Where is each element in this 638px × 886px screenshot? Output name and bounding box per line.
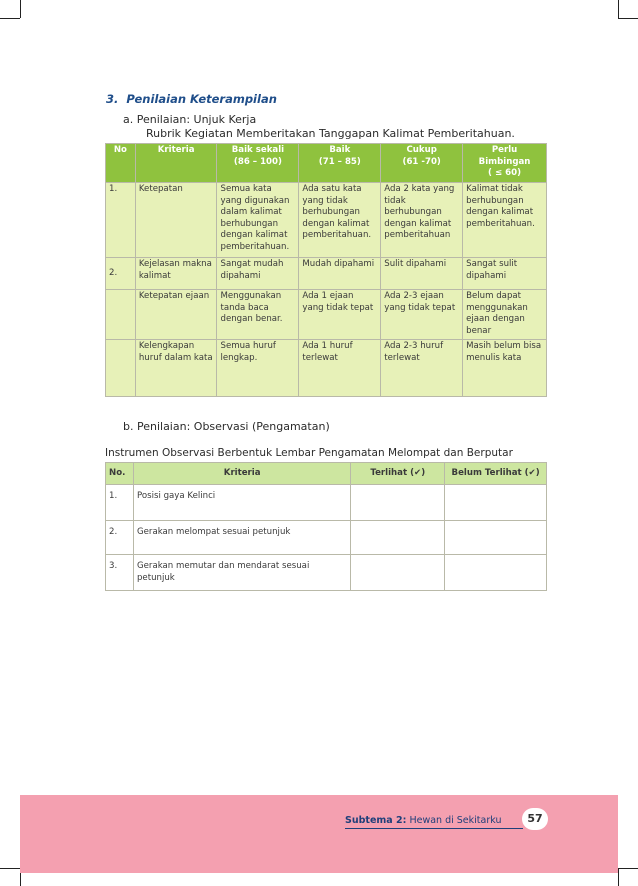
row-perlu: Sangat sulit dipahami <box>463 258 547 290</box>
obs-row-no: 2. <box>106 521 134 555</box>
part-a-label: a. Penilaian: Unjuk Kerja <box>123 113 257 126</box>
row-no <box>106 340 136 397</box>
row-no <box>106 290 136 340</box>
row-baik-sekali: Semua kata yang digunakan dalam kalimat berhubungan dengan kalimat pemberitahuan. <box>217 183 299 258</box>
row-baik: Ada 1 ejaan yang tidak tepat <box>299 290 381 340</box>
obs-row-terlihat[interactable] <box>351 521 445 555</box>
obs-header-belum-terlihat: Belum Terlihat (✔) <box>445 463 547 485</box>
row-baik: Mudah dipahami <box>299 258 381 290</box>
row-baik: Ada satu kata yang tidak berhubungan dengan kalimat pemberitahuan. <box>299 183 381 258</box>
footer-band <box>20 795 618 873</box>
row-baik-sekali: Semua huruf lengkap. <box>217 340 299 397</box>
obs-row-kriteria: Posisi gaya Kelinci <box>133 485 350 521</box>
crop-mark <box>618 868 638 869</box>
obs-row-belum-terlihat[interactable] <box>445 555 547 591</box>
section-number: 3. <box>106 92 119 106</box>
footer-subtema <box>345 815 501 826</box>
row-kriteria: Kejelasan makna kalimat <box>135 258 217 290</box>
obs-header-terlihat: Terlihat (✔) <box>351 463 445 485</box>
obs-row-kriteria: Gerakan memutar dan mendarat sesuai petunjuk <box>133 555 350 591</box>
obs-row-terlihat[interactable] <box>351 555 445 591</box>
crop-mark <box>0 868 20 869</box>
obs-row-no: 3. <box>106 555 134 591</box>
rubric-table <box>105 143 547 397</box>
section-title <box>106 92 277 106</box>
crop-mark <box>618 0 619 18</box>
crop-mark <box>0 18 20 19</box>
page-number: 57 <box>522 808 548 830</box>
obs-header-no: No. <box>106 463 134 485</box>
table-row <box>106 485 547 521</box>
row-no: 2. <box>106 258 136 290</box>
obs-header-kriteria: Kriteria <box>133 463 350 485</box>
row-baik-sekali: Sangat mudah dipahami <box>217 258 299 290</box>
rubric-header-no: No <box>106 144 136 183</box>
rubric-header-baik: Baik (71 – 85) <box>299 144 381 183</box>
observation-title: Instrumen Observasi Berbentuk Lembar Pengamatan Melompat dan Berputar <box>105 447 513 459</box>
row-cukup: Ada 2-3 ejaan yang tidak tepat <box>381 290 463 340</box>
rubric-header-row <box>106 144 547 183</box>
rubric-header-baik-sekali: Baik sekali (86 – 100) <box>217 144 299 183</box>
rubric-header-cukup: Cukup (61 -70) <box>381 144 463 183</box>
table-row <box>106 521 547 555</box>
table-row <box>106 183 547 258</box>
part-a-subtitle: Rubrik Kegiatan Memberitakan Tanggapan Kalimat Pemberitahuan. <box>146 127 515 140</box>
row-no: 1. <box>106 183 136 258</box>
crop-mark <box>618 18 638 19</box>
obs-row-no: 1. <box>106 485 134 521</box>
row-perlu: Kalimat tidak berhubungan dengan kalimat pemberitahuan. <box>463 183 547 258</box>
footer-subtema-title: Hewan di Sekitarku <box>409 815 502 826</box>
row-baik: Ada 1 huruf terlewat <box>299 340 381 397</box>
row-kriteria: Ketepatan ejaan <box>135 290 217 340</box>
row-perlu: Belum dapat menggunakan ejaan dengan benar <box>463 290 547 340</box>
observation-header-row <box>106 463 547 485</box>
obs-row-belum-terlihat[interactable] <box>445 485 547 521</box>
footer-underline <box>345 828 523 829</box>
row-baik-sekali: Menggunakan tanda baca dengan benar. <box>217 290 299 340</box>
rubric-header-kriteria: Kriteria <box>135 144 217 183</box>
row-kriteria: Ketepatan <box>135 183 217 258</box>
obs-row-kriteria: Gerakan melompat sesuai petunjuk <box>133 521 350 555</box>
observation-table <box>105 462 547 591</box>
crop-mark <box>20 0 21 18</box>
crop-mark <box>618 868 619 886</box>
obs-row-belum-terlihat[interactable] <box>445 521 547 555</box>
rubric-header-perlu-bimbingan: Perlu Bimbingan ( ≤ 60) <box>463 144 547 183</box>
section-title-text: Penilaian Keterampilan <box>126 92 277 106</box>
table-row <box>106 555 547 591</box>
row-perlu: Masih belum bisa menulis kata <box>463 340 547 397</box>
footer-subtema-label: Subtema 2: <box>345 815 407 826</box>
table-row <box>106 340 547 397</box>
table-row <box>106 258 547 290</box>
table-row <box>106 290 547 340</box>
row-kriteria: Kelengkapan huruf dalam kata <box>135 340 217 397</box>
row-cukup: Ada 2 kata yang tidak berhubungan dengan kalimat pemberitahuan <box>381 183 463 258</box>
part-b-label: b. Penilaian: Observasi (Pengamatan) <box>123 420 330 433</box>
row-cukup: Ada 2-3 huruf terlewat <box>381 340 463 397</box>
obs-row-terlihat[interactable] <box>351 485 445 521</box>
row-cukup: Sulit dipahami <box>381 258 463 290</box>
